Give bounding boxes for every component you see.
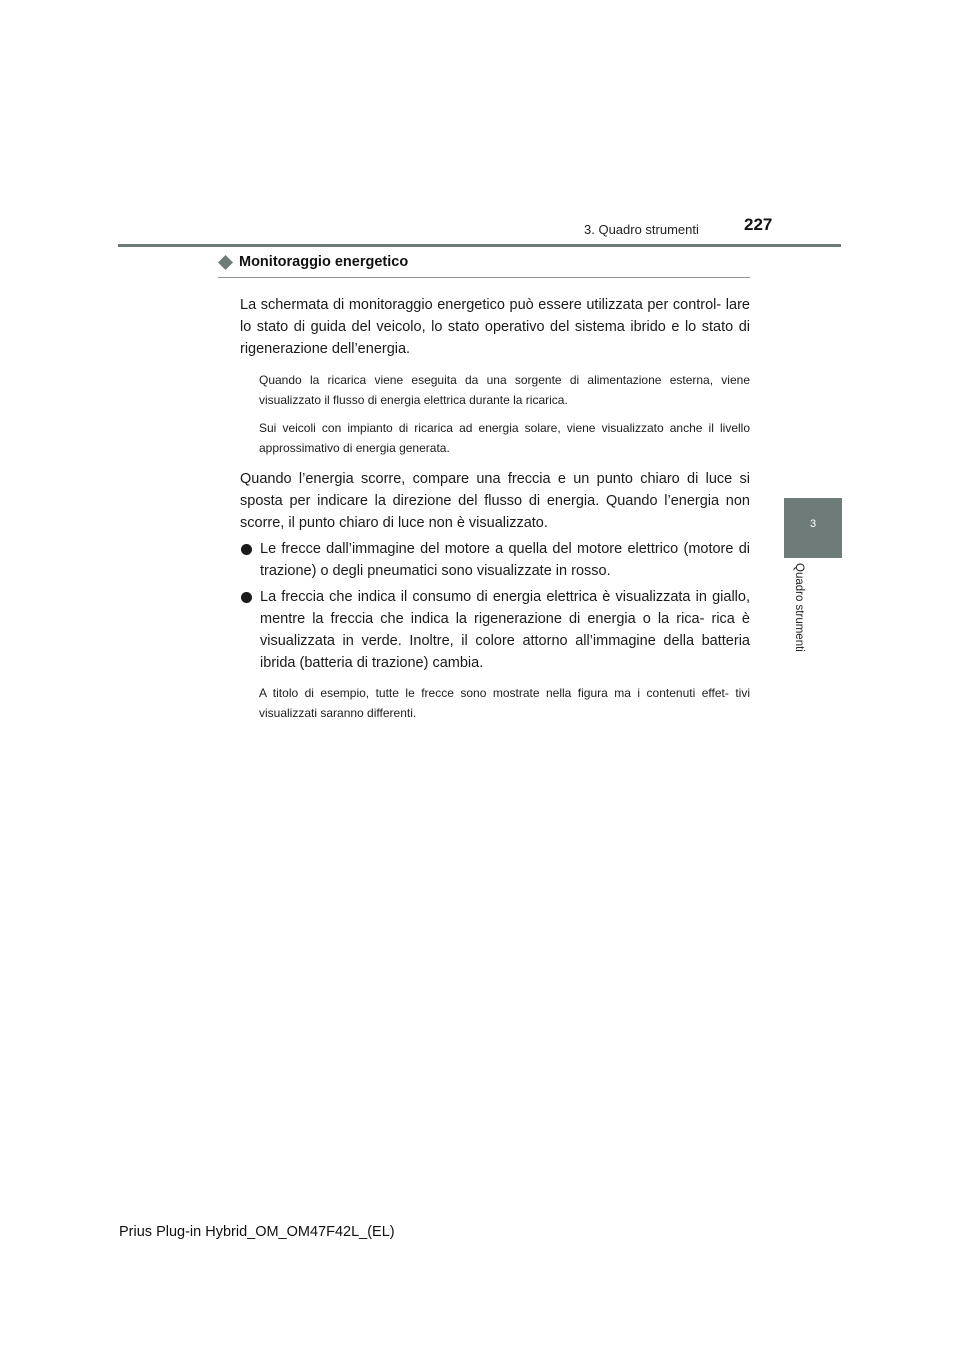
diamond-icon xyxy=(218,252,233,272)
page-content xyxy=(218,252,750,723)
section-heading xyxy=(218,252,750,278)
note-external-charging: Quando la ricarica viene eseguita da una sorgente di alimentazione esterna, viene visualizzato il flusso di energia elettrica durante la ricarica. xyxy=(259,373,750,407)
note-example: A titolo di esempio, tutte le frecce sono mostrate nella figura ma i contenuti effet- tivi visualizzati saranno differenti. xyxy=(259,686,750,720)
flow-paragraph: Quando l’energia scorre, compare una freccia e un punto chiaro di luce si sposta per indicare la direzione del flusso di energia. Quando l’energia non scorre, il punto chiaro di luce non è visualizzato. xyxy=(240,471,750,531)
page-number: 227 xyxy=(744,215,773,234)
list-item-text: Le frecce dall’immagine del motore a quella del motore elettrico (motore di trazione) o degli pneumatici sono visualizzate in rosso. xyxy=(260,541,750,579)
list-item xyxy=(241,586,750,674)
section-label: 3. Quadro strumenti xyxy=(584,222,699,237)
note-solar-charging: Sui veicoli con impianto di ricarica ad energia solare, viene visualizzato anche il livello approssimativo di energia generata. xyxy=(259,421,750,455)
document-code: Prius Plug-in Hybrid_OM_OM47F42L_(EL) xyxy=(119,1224,395,1240)
chapter-number: 3 xyxy=(809,518,817,530)
header-rule xyxy=(118,244,841,247)
list-item-text: La freccia che indica il consumo di energia elettrica è visualizzata in giallo, mentre la freccia che indica la rigenerazione di energia o la rica- rica è visualizzata in verde. Inoltre, il colore attorno all’immagine della batteria ibrida (batteria di trazione) cambia. xyxy=(260,589,750,671)
chapter-tab xyxy=(784,498,842,558)
chapter-title: Quadro strumenti xyxy=(793,563,805,652)
bullet-icon xyxy=(241,586,260,674)
list-item xyxy=(241,538,750,582)
bullet-icon xyxy=(241,538,260,582)
heading-title: Monitoraggio energetico xyxy=(239,254,409,270)
intro-paragraph: La schermata di monitoraggio energetico può essere utilizzata per control- lare lo stato di guida del veicolo, lo stato operativo del sistema ibrido e lo stato di rigenerazione dell’energia. xyxy=(240,297,750,357)
